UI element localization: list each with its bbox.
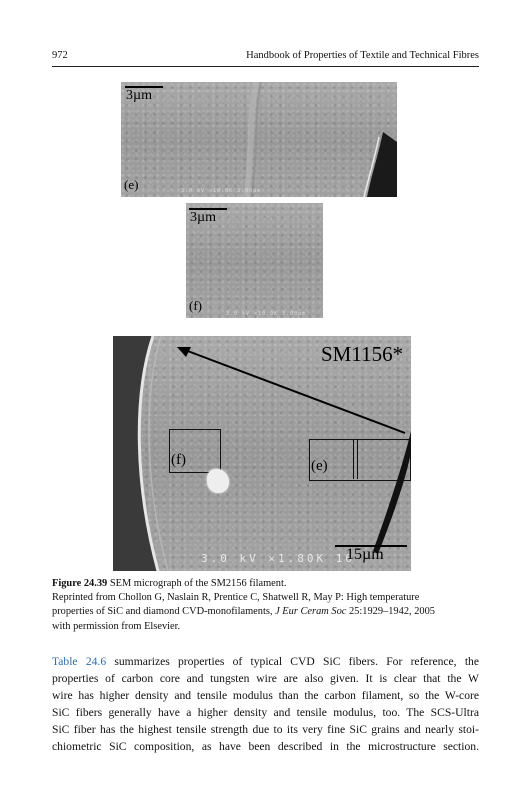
table-link[interactable]: Table 24.6 [52,655,107,668]
caption-credit-line: with permission from Elsevier. [52,620,181,632]
caption-title-line [52,577,479,591]
body-line: wire has higher density and tensile modulus than the carbon filament, so the W-core [52,689,479,702]
sem-info-bar: 3.0 kV ×1.80K 16 [201,552,355,565]
scale-label: 3µm [126,88,152,103]
sem-panel-f [186,203,323,318]
journal-name: J Eur Ceram Soc [275,606,347,618]
figure-label: Figure 24.39 [52,578,108,589]
sem-panel-e-texture [121,82,397,197]
body-line: chiometric SiC composition, as have been described in the microstructure section. [52,740,479,753]
box-label-f: (f) [171,452,186,468]
running-title: Handbook of Properties of Textile and Technical Fibres [246,50,479,61]
figure-caption [52,577,479,634]
panel-label-e: (e) [124,177,139,192]
panel-label-f: (f) [189,298,202,313]
sem-info-bar: 3.0 kV ×10.0K 3.00µm [181,188,262,194]
header-rule [52,66,479,67]
box-divider [353,439,354,479]
page-number: 972 [52,50,68,61]
sample-label: SM1156* [321,342,404,366]
body-line-text: summarizes properties of typical CVD SiC fibers. For reference, the [106,655,479,668]
body-line: properties of carbon core and tungsten wire are also given. It is clear that the W [52,672,479,685]
box-divider [357,439,358,479]
sem-panel-main [113,336,411,571]
body-paragraph [52,653,479,755]
caption-title: SEM micrograph of the SM2156 filament. [109,578,287,589]
box-label-e: (e) [311,458,328,474]
body-line [52,653,479,670]
caption-credit-text: properties of SiC and diamond CVD-monofilaments, [52,606,276,618]
body-line: SiC fiber has the highest tensile strength due to its very fine SiC grains and nearly stoi- [52,723,479,736]
caption-credit-line: Reprinted from Chollon G, Naslain R, Prentice C, Shatwell R, May P: High temperature [52,592,420,604]
scale-label: 15µm [346,546,384,563]
sem-panel-e [121,82,397,197]
scale-label: 3µm [190,210,216,225]
sem-info-bar: 3.0 kV ×10.0K 3.00µm [226,311,307,317]
page-header [52,50,479,64]
particle [207,469,229,493]
caption-credit-text: 25:1929–1942, 2005 [346,606,435,618]
caption-credit-line [52,605,479,619]
body-line: SiC fibers generally have a higher density and tensile modulus, too. The SCS-Ultra [52,706,479,719]
